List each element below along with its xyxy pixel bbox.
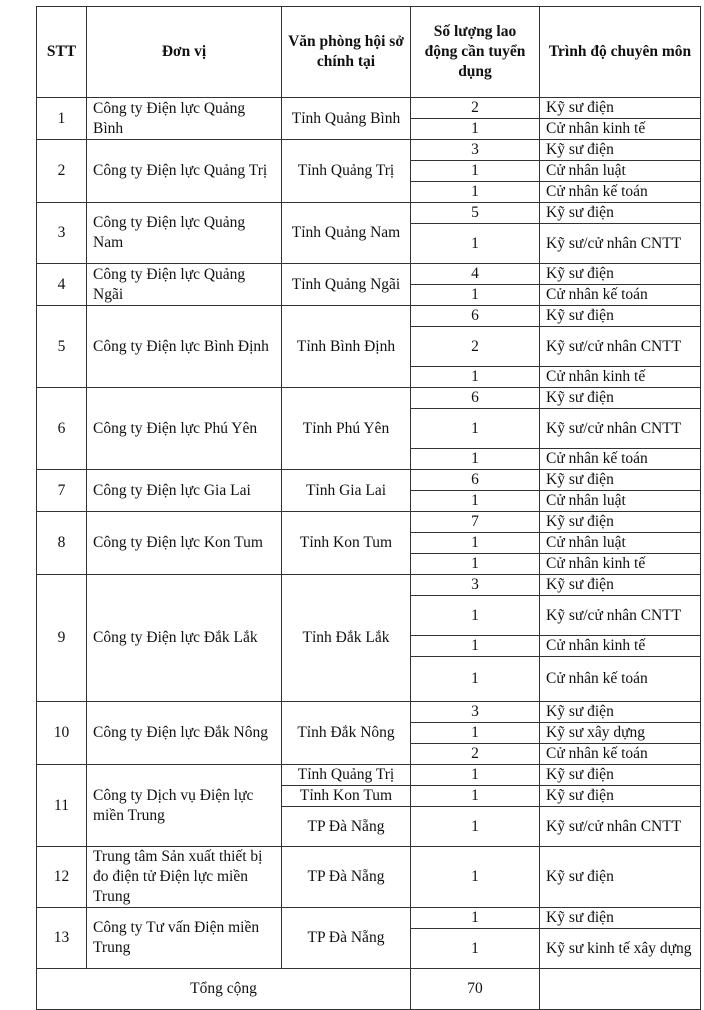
stt-cell: 10 [37,702,87,765]
quantity-cell: 1 [411,765,540,786]
office-cell: Tỉnh Đắk Lắk [282,575,411,702]
unit-cell: Công ty Điện lực Quảng Trị [87,140,282,203]
unit-cell: Công ty Điện lực Quảng Bình [87,98,282,140]
qualification-cell: Kỹ sư/cử nhân CNTT [540,409,701,449]
header-office: Văn phòng hội sở chính tại [282,7,411,98]
office-cell: Tỉnh Kon Tum [282,512,411,575]
office-cell: TP Đà Nẵng [282,847,411,908]
office-cell: Tỉnh Bình Định [282,306,411,388]
qualification-cell: Cử nhân kế toán [540,657,701,702]
quantity-cell: 1 [411,657,540,702]
office-cell: Tỉnh Kon Tum [282,786,411,807]
qualification-cell: Kỹ sư kinh tế xây dựng [540,929,701,969]
table-row [37,98,701,119]
quantity-cell: 1 [411,554,540,575]
qualification-cell: Cử nhân kinh tế [540,636,701,657]
quantity-cell: 1 [411,161,540,182]
qualification-cell: Cử nhân kinh tế [540,554,701,575]
quantity-cell: 2 [411,98,540,119]
stt-cell: 1 [37,98,87,140]
qualification-cell: Kỹ sư điện [540,140,701,161]
stt-cell: 5 [37,306,87,388]
quantity-cell: 1 [411,285,540,306]
stt-cell: 13 [37,908,87,969]
quantity-cell: 2 [411,327,540,367]
header-unit: Đơn vị [87,7,282,98]
office-cell: Tỉnh Quảng Nam [282,203,411,264]
table-row [37,388,701,409]
qualification-cell: Kỹ sư điện [540,203,701,224]
quantity-cell: 5 [411,203,540,224]
total-label: Tổng cộng [37,969,411,1010]
quantity-cell: 7 [411,512,540,533]
stt-cell: 6 [37,388,87,470]
header-quantity: Số lượng lao động cần tuyển dụng [411,7,540,98]
qualification-cell: Cử nhân luật [540,533,701,554]
quantity-cell: 1 [411,491,540,512]
table-row [37,702,701,723]
qualification-cell: Kỹ sư điện [540,847,701,908]
office-cell: Tỉnh Quảng Ngãi [282,264,411,306]
qualification-cell: Kỹ sư điện [540,306,701,327]
unit-cell: Công ty Điện lực Đắk Lắk [87,575,282,702]
table-row [37,512,701,533]
quantity-cell: 1 [411,723,540,744]
stt-cell: 9 [37,575,87,702]
qualification-cell: Cử nhân kế toán [540,744,701,765]
office-cell: Tỉnh Quảng Trị [282,765,411,786]
quantity-cell: 1 [411,596,540,636]
qualification-cell: Cử nhân luật [540,161,701,182]
qualification-cell: Kỹ sư điện [540,575,701,596]
quantity-cell: 1 [411,636,540,657]
stt-cell: 4 [37,264,87,306]
office-cell: TP Đà Nẵng [282,807,411,847]
quantity-cell: 2 [411,744,540,765]
quantity-cell: 1 [411,807,540,847]
office-cell: Tỉnh Đắk Nông [282,702,411,765]
table-row [37,306,701,327]
total-empty-cell [540,969,701,1010]
qualification-cell: Cử nhân kế toán [540,182,701,203]
qualification-cell: Kỹ sư điện [540,512,701,533]
quantity-cell: 3 [411,140,540,161]
unit-cell: Công ty Dịch vụ Điện lực miền Trung [87,765,282,847]
stt-cell: 11 [37,765,87,847]
qualification-cell: Kỹ sư điện [540,264,701,285]
unit-cell: Công ty Điện lực Đắk Nông [87,702,282,765]
unit-cell: Trung tâm Sản xuất thiết bị đo điện tử Điện lực miền Trung [87,847,282,908]
quantity-cell: 1 [411,533,540,554]
quantity-cell: 6 [411,306,540,327]
table-row [37,470,701,491]
qualification-cell: Kỹ sư điện [540,908,701,929]
unit-cell: Công ty Điện lực Quảng Ngãi [87,264,282,306]
quantity-cell: 1 [411,224,540,264]
office-cell: Tỉnh Quảng Bình [282,98,411,140]
header-row [37,7,701,98]
stt-cell: 8 [37,512,87,575]
quantity-cell: 1 [411,786,540,807]
quantity-cell: 1 [411,367,540,388]
unit-cell: Công ty Tư vấn Điện miền Trung [87,908,282,969]
table-row [37,847,701,908]
qualification-cell: Cử nhân luật [540,491,701,512]
quantity-cell: 1 [411,847,540,908]
table-row [37,765,701,786]
quantity-cell: 1 [411,908,540,929]
quantity-cell: 1 [411,409,540,449]
qualification-cell: Cử nhân kinh tế [540,367,701,388]
quantity-cell: 6 [411,388,540,409]
table-row [37,264,701,285]
quantity-cell: 1 [411,449,540,470]
office-cell: TP Đà Nẵng [282,908,411,969]
qualification-cell: Kỹ sư xây dựng [540,723,701,744]
quantity-cell: 3 [411,702,540,723]
qualification-cell: Cử nhân kế toán [540,285,701,306]
unit-cell: Công ty Điện lực Gia Lai [87,470,282,512]
qualification-cell: Kỹ sư điện [540,702,701,723]
stt-cell: 7 [37,470,87,512]
header-qualification: Trình độ chuyên môn [540,7,701,98]
qualification-cell: Cử nhân kinh tế [540,119,701,140]
qualification-cell: Kỹ sư/cử nhân CNTT [540,224,701,264]
qualification-cell: Kỹ sư điện [540,470,701,491]
unit-cell: Công ty Điện lực Kon Tum [87,512,282,575]
quantity-cell: 4 [411,264,540,285]
qualification-cell: Kỹ sư/cử nhân CNTT [540,327,701,367]
quantity-cell: 1 [411,929,540,969]
table-row [37,140,701,161]
quantity-cell: 1 [411,119,540,140]
office-cell: Tỉnh Gia Lai [282,470,411,512]
stt-cell: 12 [37,847,87,908]
quantity-cell: 3 [411,575,540,596]
total-row [37,969,701,1010]
stt-cell: 3 [37,203,87,264]
unit-cell: Công ty Điện lực Bình Định [87,306,282,388]
qualification-cell: Kỹ sư điện [540,765,701,786]
quantity-cell: 6 [411,470,540,491]
qualification-cell: Kỹ sư điện [540,388,701,409]
table-row [37,908,701,929]
office-cell: Tỉnh Phú Yên [282,388,411,470]
qualification-cell: Kỹ sư/cử nhân CNTT [540,807,701,847]
recruitment-table [36,6,701,1010]
unit-cell: Công ty Điện lực Phú Yên [87,388,282,470]
qualification-cell: Kỹ sư điện [540,786,701,807]
stt-cell: 2 [37,140,87,203]
quantity-cell: 1 [411,182,540,203]
qualification-cell: Cử nhân kế toán [540,449,701,470]
header-stt: STT [37,7,87,98]
office-cell: Tỉnh Quảng Trị [282,140,411,203]
table-row [37,575,701,596]
unit-cell: Công ty Điện lực Quảng Nam [87,203,282,264]
table-row [37,203,701,224]
total-value: 70 [411,969,540,1010]
qualification-cell: Kỹ sư/cử nhân CNTT [540,596,701,636]
qualification-cell: Kỹ sư điện [540,98,701,119]
